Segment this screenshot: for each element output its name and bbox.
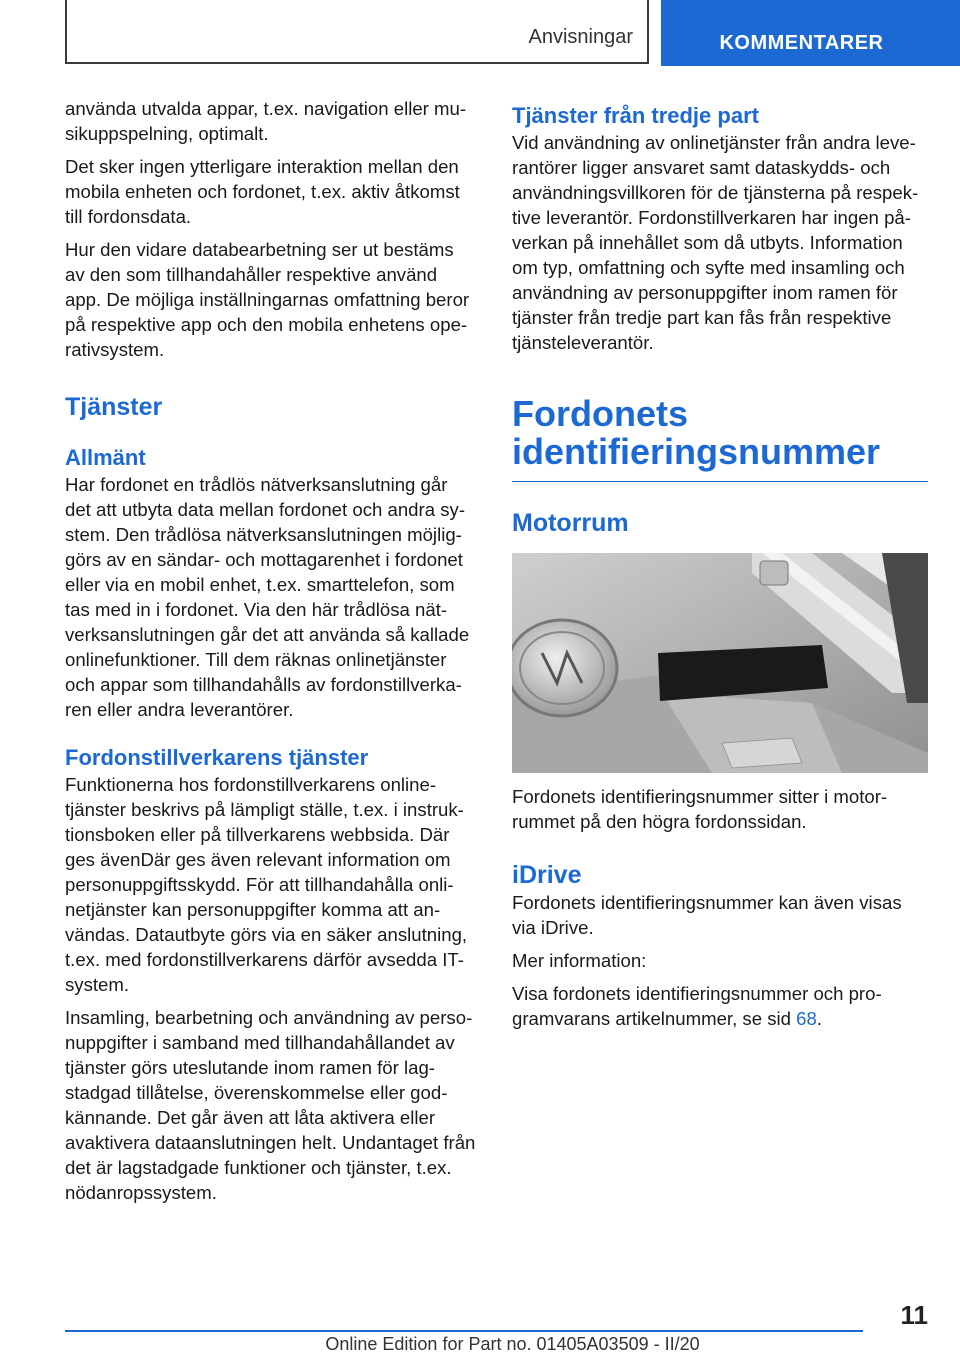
heading-manufacturer-services: Fordonstillverkarens tjänster (65, 745, 369, 770)
page-header (0, 0, 960, 66)
paragraph: Insamling, bearbetning och användning av perso-nuppgifter i samband med tillhandahållandet av tjänster görs uteslutande inom ramen för lag-stadgad tillåtelse, överenskommelse eller god-kännande. Det går även att låta aktivera eller avaktivera dataanslutningen helt. Undantaget från det är lagstadgade funktioner och tjänster, t.ex. nödanropssystem. (65, 1007, 476, 1203)
paragraph: Det sker ingen ytterligare interaktion mellan den mobila enheten och fordonet, t.ex. aktiv åtkomst till fordonsdata. (65, 156, 460, 227)
footer-edition: Online Edition for Part no. 01405A03509 - II/20 (325, 1334, 700, 1354)
page-reference-link[interactable]: 68 (796, 1008, 817, 1029)
tab-comments[interactable]: KOMMENTARER (661, 0, 960, 66)
paragraph: Funktionerna hos fordonstillverkarens online-tjänster beskrivs på lämpligt ställe, t.ex. i instruk-tionsboken eller på tillverkarens webbsida. Där ges ävenDär ges även relevant information om personuppgiftsskydd. För att tillhandahålla onli-netjänster kan personuppgifter komma att an-vändas. Datautbyte görs via en säker anslutning, t.ex. med fordonstillverkarens därför avsedda IT-system. (65, 774, 468, 995)
heading-idrive: iDrive (512, 861, 582, 889)
paragraph: Fordonets identifieringsnummer kan även visas via iDrive. (512, 892, 902, 938)
paragraph (512, 981, 928, 1031)
footer-rule (65, 1330, 863, 1332)
title-line: identifieringsnummer (512, 431, 881, 472)
right-column-lower (512, 784, 928, 1039)
heading-general: Allmänt (65, 445, 146, 470)
tab-instructions[interactable]: Anvisningar (528, 26, 633, 48)
header-frame (65, 0, 649, 64)
paragraph-end: . (816, 1008, 823, 1029)
section-title (512, 395, 928, 471)
title-rule (512, 481, 928, 482)
paragraph-text: Visa fordonets identifieringsnummer och pro-gramvarans artikelnummer, se sid (512, 983, 882, 1029)
paragraph: Hur den vidare databearbetning ser ut bestäms av den som tillhandahåller respektive använd app. De möjliga inställningarnas omfattning beror på respektive app och den mobila enhetens ope-rativsystem. (65, 239, 470, 360)
right-column (512, 96, 928, 538)
engine-compartment-photo (512, 553, 928, 773)
left-column (65, 96, 478, 1213)
page-number: 11 (900, 1300, 928, 1330)
heading-services: Tjänster (65, 393, 163, 421)
heading-engine-compartment: Motorrum (512, 509, 629, 537)
heading-third-party: Tjänster från tredje part (512, 103, 759, 128)
paragraph: använda utvalda appar, t.ex. navigation eller mu-sikuppspelning, optimalt. (65, 98, 467, 144)
paragraph: Fordonets identifieringsnummer sitter i motor-rummet på den högra fordonssidan. (512, 786, 888, 832)
engine-illustration (512, 553, 928, 773)
paragraph: Har fordonet en trådlös nätverksanslutning går det att utbyta data mellan fordonet och andra sy-stem. Den trådlösa nätverksanslutningen möjlig-görs av en sändar- och mottagarenhet i fordonet eller via en mobil enhet, t.ex. smarttelefon, som tas med in i fordonet. Via den här trådlösa nät-verksanslutningen går det att använda så kallade onlinefunktioner. Till dem räknas onlinetjänster och appar som tillhandahålls av fordonstillverka-ren eller andra leverantörer. (65, 474, 470, 720)
title-line: Fordonets (512, 393, 688, 434)
paragraph: Mer information: (512, 950, 647, 971)
paragraph: Vid användning av onlinetjänster från andra leve-rantörer ligger ansvaret samt dataskydds- och användningsvillkoren för de tjänsterna på respek-tive leverantör. Fordonstillverkaren har ingen på-verkan på innehållet som då utbyts. Information om typ, omfattning och syfte med insamling och användning av personuppgifter inom ramen för tjänster från tredje part kan fås från respektive tjänsteleverantör. (512, 132, 919, 353)
